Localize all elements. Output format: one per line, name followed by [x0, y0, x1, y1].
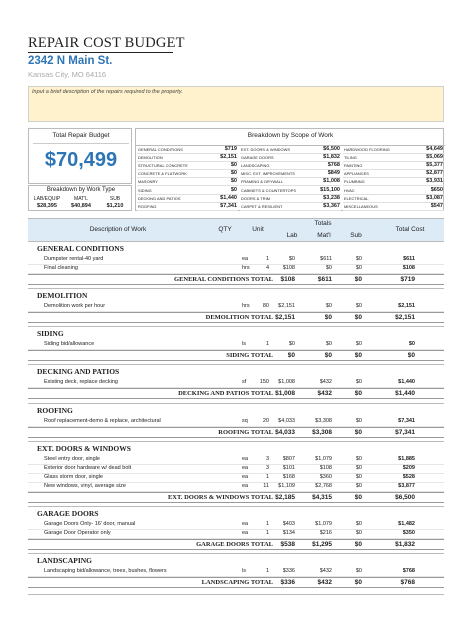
item-total: $768 [402, 568, 415, 574]
line-item-row [28, 378, 444, 387]
item-lab: $0 [288, 341, 295, 347]
item-description[interactable]: Existing deck, replace decking [44, 379, 118, 385]
scope-amount: $768 [327, 162, 340, 169]
scope-row [343, 146, 444, 154]
section-total-label: DEMOLITION TOTAL [205, 314, 273, 321]
item-matl: $432 [319, 568, 332, 574]
item-lab: $1,109 [278, 483, 295, 489]
line-item-row [28, 464, 444, 473]
scope-row [343, 154, 444, 162]
item-qty[interactable]: 1 [265, 530, 269, 536]
item-matl: $3,308 [315, 418, 332, 424]
section-total-lab: $0 [287, 352, 295, 359]
scope-name: HVAC [344, 187, 355, 193]
item-qty[interactable]: 11 [263, 483, 269, 489]
section-total-label: ROOFING TOTAL [218, 429, 273, 436]
item-lab: $403 [282, 521, 295, 527]
scope-amount: $2,877 [426, 170, 443, 177]
scope-amount: $6,500 [323, 146, 340, 152]
line-item-row [28, 302, 444, 311]
section-total-label: GARAGE DOORS TOTAL [196, 541, 273, 548]
work-type-breakdown [28, 185, 132, 211]
total-budget-box [28, 128, 132, 184]
section-total-row [28, 274, 444, 285]
scope-name: PLUMBING [344, 179, 365, 185]
item-sub: $0 [355, 256, 362, 262]
section-total-label: GENERAL CONDITIONS TOTAL [174, 276, 273, 283]
section-total-cost: $1,440 [395, 390, 415, 397]
item-lab: $4,033 [278, 418, 295, 424]
item-lab: $2,151 [278, 303, 295, 309]
item-matl: $2,768 [315, 483, 332, 489]
section-total-matl: $611 [317, 276, 332, 283]
scope-amount: $5,069 [426, 154, 443, 161]
item-sub: $0 [355, 530, 362, 536]
scope-amount: $3,087 [426, 194, 443, 201]
item-sub: $0 [355, 568, 362, 574]
item-unit[interactable]: ea [242, 530, 249, 536]
section-title: ROOFING [37, 406, 73, 415]
scope-amount: $4,649 [426, 146, 443, 152]
item-lab: $134 [282, 530, 295, 536]
scope-row [240, 187, 341, 195]
scope-name: DECKING AND PATIOS [138, 195, 181, 201]
item-lab: $108 [282, 265, 295, 271]
section-total-sub: $0 [354, 494, 362, 501]
work-type-sub-value: $1,210 [106, 203, 124, 209]
scope-row [343, 162, 444, 170]
item-description[interactable]: Demolition work per hour [44, 303, 106, 309]
section-total-matl: $0 [324, 352, 332, 359]
item-sub: $0 [355, 265, 362, 271]
scope-row [137, 203, 238, 211]
section-total-label: SIDING TOTAL [226, 352, 273, 359]
section-total-label: EXT. DOORS & WINDOWS TOTAL [167, 494, 273, 501]
item-qty[interactable]: 1 [265, 256, 269, 262]
item-unit[interactable]: ea [242, 256, 249, 262]
item-unit[interactable]: sq [242, 418, 248, 424]
header-lab: Lab [286, 232, 298, 239]
item-lab: $807 [282, 456, 295, 462]
section-total-cost: $6,500 [395, 494, 415, 501]
item-sub: $0 [355, 341, 362, 347]
line-item-row [28, 482, 444, 491]
section-total-cost: $768 [400, 579, 415, 586]
line-item-row [28, 417, 444, 426]
item-unit[interactable]: ea [242, 465, 249, 471]
scope-name: FRAMING & DRYWALL [241, 179, 284, 185]
item-matl: $0 [325, 341, 332, 347]
scope-amount: $3,367 [323, 202, 340, 209]
item-qty[interactable]: 20 [262, 418, 269, 424]
section-total-lab: $336 [280, 579, 295, 586]
item-description[interactable]: Exterior door hardware w/ dead bolt [44, 465, 132, 471]
scope-row [240, 195, 341, 203]
scope-name: DOORS & TRIM [241, 195, 271, 201]
item-total: $2,151 [398, 303, 415, 309]
item-description[interactable]: New windows, vinyl, average size [44, 483, 126, 489]
item-sub: $0 [355, 303, 362, 309]
section-total-matl: $0 [324, 314, 332, 321]
item-total: $528 [402, 474, 415, 480]
work-type-lab-value: $28,395 [37, 203, 57, 209]
item-lab: $336 [282, 568, 295, 574]
scope-row [240, 203, 341, 211]
line-item-row [28, 473, 444, 482]
scope-name: GARAGE DOORS [241, 155, 274, 161]
section-divider [28, 326, 444, 327]
item-total: $209 [402, 465, 415, 471]
scope-name: ROOFING [138, 203, 157, 209]
section-total-row [28, 350, 444, 361]
scope-name: CONCRETE & FLATWORK [138, 171, 187, 177]
scope-row [137, 162, 238, 170]
section-title: GENERAL CONDITIONS [37, 244, 124, 253]
scope-row [240, 146, 341, 154]
scope-amount: $7,341 [220, 202, 237, 209]
divider [33, 143, 129, 144]
scope-amount: $0 [230, 170, 237, 177]
scope-name: EXT. DOORS & WINDOWS [241, 147, 290, 152]
budget-summary [28, 128, 444, 214]
scope-row [343, 178, 444, 186]
total-budget-value: $70,499 [44, 149, 118, 171]
work-type-label: Breakdown by Work Type [46, 187, 116, 193]
scope-amount: $2,151 [220, 154, 237, 161]
item-qty[interactable]: 3 [265, 465, 269, 471]
item-matl: $0 [325, 265, 332, 271]
item-description[interactable]: Steel entry door, single [44, 456, 100, 462]
scope-amount: $3,238 [323, 194, 340, 201]
scope-name: DEMOLITION [138, 155, 163, 161]
line-item-row [28, 264, 444, 273]
line-item-row [28, 567, 444, 576]
item-qty[interactable]: 1 [265, 521, 269, 527]
section-total-sub: $0 [354, 541, 362, 548]
section-total-label: LANDSCAPING TOTAL [201, 579, 273, 586]
section-title: DECKING AND PATIOS [37, 367, 120, 376]
section-total-matl: $4,315 [312, 494, 332, 501]
item-matl: $0 [325, 303, 332, 309]
scope-name: CARPET & RESILIENT [241, 203, 283, 209]
scope-row [240, 154, 341, 162]
scope-amount: $849 [327, 170, 340, 177]
section-divider [28, 364, 444, 365]
header-total-cost: Total Cost [395, 226, 425, 233]
item-unit[interactable]: sf [242, 379, 247, 385]
item-unit[interactable]: ea [242, 483, 249, 489]
scope-amount: $719 [224, 146, 237, 152]
section-total-cost: $1,832 [395, 541, 415, 548]
header-description: Description of Work [89, 226, 147, 233]
scope-amount: $1,440 [220, 194, 237, 201]
header-sub: Sub [350, 232, 362, 239]
scope-row [343, 203, 444, 211]
scope-row [137, 195, 238, 203]
section-total-sub: $0 [354, 390, 362, 397]
section-total-row [28, 312, 444, 323]
section-title: DEMOLITION [37, 291, 88, 300]
section-total-matl: $432 [317, 390, 332, 397]
item-total: $1,482 [398, 521, 415, 527]
section-total-lab: $2,185 [275, 494, 295, 501]
scope-breakdown [135, 128, 444, 211]
item-description[interactable]: Garage Door Operator only [44, 530, 111, 536]
scope-row [137, 170, 238, 178]
item-sub: $0 [355, 379, 362, 385]
scope-amount: $1,008 [323, 178, 340, 185]
scope-amount: $650 [430, 186, 443, 193]
section-total-lab: $1,008 [275, 390, 295, 397]
section-total-lab: $4,033 [275, 429, 295, 436]
scope-row [137, 187, 238, 195]
scope-name: TILING [344, 155, 357, 161]
section-total-lab: $538 [280, 541, 295, 548]
item-matl: $611 [320, 256, 332, 262]
section-title: SIDING [37, 329, 64, 338]
scope-name: PAINTING [344, 163, 363, 169]
scope-row [137, 178, 238, 186]
section-divider [28, 288, 444, 289]
table-header [28, 218, 444, 242]
scope-amount: $5,377 [426, 162, 443, 169]
scope-row [137, 154, 238, 162]
title-underline [28, 52, 173, 53]
scope-row [137, 146, 238, 154]
section-total-cost: $719 [400, 276, 415, 283]
divider [28, 594, 444, 595]
item-unit[interactable]: ls [242, 341, 246, 347]
item-description[interactable]: Dumpster rental-40 yard [44, 256, 104, 262]
scope-amount: $0 [230, 162, 237, 169]
scope-row [343, 195, 444, 203]
item-total: $108 [402, 265, 415, 271]
scope-row [240, 178, 341, 186]
section-total-matl: $432 [317, 579, 332, 586]
item-unit[interactable]: ea [242, 456, 249, 462]
item-total: $1,885 [398, 456, 415, 462]
repair-description-input[interactable]: Input a brief description of the repairs required to the property. [28, 86, 444, 122]
property-city[interactable]: Kansas City, MO 64116 [28, 70, 107, 79]
item-unit[interactable]: hrs [242, 303, 250, 309]
item-sub: $0 [355, 418, 362, 424]
item-matl: $360 [319, 474, 332, 480]
line-item-row [28, 255, 444, 264]
section-total-row [28, 539, 444, 550]
page-title: REPAIR COST BUDGET [28, 35, 185, 51]
section-total-lab: $108 [280, 276, 295, 283]
scope-amount: $3,931 [426, 178, 443, 185]
item-description[interactable]: Final cleaning [44, 265, 78, 271]
item-lab: $0 [288, 256, 295, 262]
section-divider [28, 506, 444, 507]
section-total-cost: $7,341 [395, 429, 415, 436]
item-total: $611 [403, 256, 415, 262]
scope-name: LANDSCAPING [241, 163, 270, 169]
item-sub: $0 [355, 474, 362, 480]
header-unit: Unit [252, 226, 264, 233]
section-total-sub: $0 [354, 579, 362, 586]
line-item-row [28, 340, 444, 349]
item-lab: $168 [282, 474, 295, 480]
item-qty[interactable]: 3 [265, 456, 269, 462]
item-matl: $1,079 [315, 456, 332, 462]
work-type-lab-label: LAB/EQUIP [33, 196, 61, 202]
scope-name: MISCELLANEOUS [344, 203, 378, 209]
item-total: $1,440 [398, 379, 415, 385]
item-total: $3,877 [398, 483, 415, 489]
work-type-sub-label: SUB [109, 196, 121, 202]
scope-row [343, 187, 444, 195]
scope-name: STRUCTURAL CONCRETE [138, 163, 188, 169]
item-unit[interactable]: hrs [242, 265, 250, 271]
item-lab: $1,008 [278, 379, 295, 385]
scope-amount: $547 [430, 202, 443, 209]
item-matl: $432 [319, 379, 332, 385]
scope-amount: $1,832 [323, 154, 340, 161]
line-item-row [28, 520, 444, 529]
scope-name: MASONRY [138, 179, 158, 185]
line-item-row [28, 455, 444, 464]
section-total-label: DECKING AND PATIOS TOTAL [178, 390, 273, 397]
section-title: LANDSCAPING [37, 556, 93, 565]
section-total-matl: $3,308 [312, 429, 332, 436]
item-unit[interactable]: ls [242, 568, 246, 574]
scope-name: SIDING [138, 187, 152, 193]
section-total-sub: $0 [354, 314, 362, 321]
item-matl: $216 [319, 530, 332, 536]
header-qty: QTY [218, 226, 232, 233]
item-sub: $0 [355, 483, 362, 489]
scope-name: CABINETS & COUNTERTOPS [241, 187, 297, 193]
scope-row [240, 162, 341, 170]
scope-name: GENERAL CONDITIONS [138, 147, 183, 152]
item-total: $0 [408, 341, 415, 347]
scope-name: APPLIANCES [344, 171, 369, 177]
scope-name: HARDWOOD FLOORING [344, 147, 390, 152]
section-total-row [28, 388, 444, 399]
section-divider [28, 441, 444, 442]
scope-amount: $0 [230, 178, 237, 185]
section-total-lab: $2,151 [275, 314, 295, 321]
scope-row [240, 170, 341, 178]
scope-name: ELECTRICAL [344, 195, 369, 201]
item-description[interactable]: Roof replacement-demo & replace, architectural [44, 418, 161, 424]
scope-amount: $0 [230, 186, 237, 193]
section-total-cost: $0 [407, 352, 415, 359]
section-divider [28, 403, 444, 404]
item-qty[interactable]: 1 [265, 341, 269, 347]
section-total-cost: $2,151 [395, 314, 415, 321]
item-sub: $0 [355, 521, 362, 527]
item-sub: $0 [355, 465, 362, 471]
item-unit[interactable]: ea [242, 474, 249, 480]
scope-amount: $15,100 [320, 186, 340, 193]
item-lab: $101 [282, 465, 295, 471]
item-matl: $108 [319, 465, 332, 471]
item-description[interactable]: Landscaping bid/allowance, trees, bushes, flowers [44, 568, 167, 574]
item-qty[interactable]: 1 [265, 568, 269, 574]
total-budget-label: Total Repair Budget [52, 132, 110, 139]
section-total-row [28, 492, 444, 503]
property-address[interactable]: 2342 N Main St. [28, 55, 113, 67]
section-total-sub: $0 [354, 276, 362, 283]
section-title: EXT. DOORS & WINDOWS [37, 444, 131, 453]
item-description[interactable]: Glass storm door, single [44, 474, 103, 480]
header-totals: Totals [314, 220, 332, 227]
scope-breakdown-label: Breakdown by Scope of Work [247, 132, 334, 139]
item-total: $7,341 [398, 418, 415, 424]
scope-row [343, 170, 444, 178]
work-type-matl-value: $40,894 [71, 203, 91, 209]
item-sub: $0 [355, 456, 362, 462]
item-matl: $1,079 [315, 521, 332, 527]
section-title: GARAGE DOORS [37, 509, 99, 518]
item-unit[interactable]: ea [242, 521, 249, 527]
header-matl: Mat'l [317, 232, 331, 239]
item-description[interactable]: Garage Doors Only- 16' door, manual [44, 521, 136, 527]
item-description[interactable]: Siding bid/allowance [44, 341, 95, 347]
section-total-sub: $0 [354, 352, 362, 359]
section-total-sub: $0 [354, 429, 362, 436]
section-total-row [28, 577, 444, 588]
work-type-matl-label: MAT'L [74, 196, 88, 202]
item-total: $350 [402, 530, 415, 536]
line-item-row [28, 529, 444, 538]
section-total-matl: $1,295 [312, 541, 332, 548]
section-total-row [28, 427, 444, 438]
item-qty[interactable]: 150 [259, 379, 269, 385]
scope-name: MISC. EXT. IMPROVEMENTS [241, 171, 295, 177]
item-qty[interactable]: 4 [265, 265, 269, 271]
section-divider [28, 553, 444, 554]
item-qty[interactable]: 1 [265, 474, 269, 480]
item-qty[interactable]: 80 [262, 303, 269, 309]
